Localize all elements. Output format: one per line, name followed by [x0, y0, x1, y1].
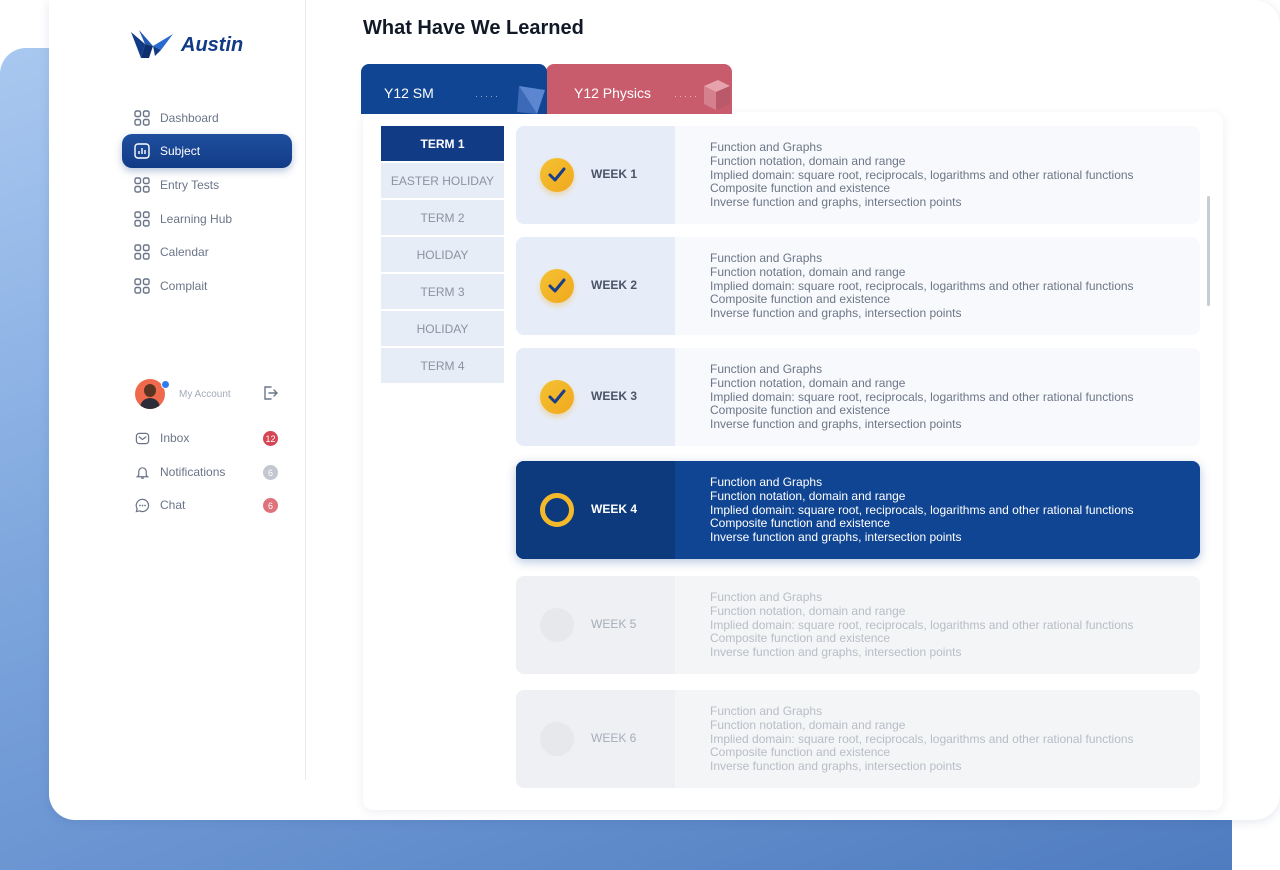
week-label: WEEK 1	[591, 167, 638, 181]
topic-list	[710, 705, 1134, 774]
week-label: WEEK 5	[591, 617, 637, 631]
topic-item: Implied domain: square root, reciprocals, logarithms and other rational functions	[710, 731, 1134, 746]
nav-label: Dashboard	[160, 111, 219, 125]
term-holiday[interactable]: HOLIDAY	[381, 237, 504, 272]
online-status-dot	[161, 380, 170, 389]
week-label: WEEK 4	[591, 502, 638, 516]
chart-bar-icon	[134, 143, 150, 159]
topic-item: Inverse function and graphs, intersection points	[710, 306, 962, 321]
week-card-6[interactable]	[516, 690, 1200, 788]
nav-label: Learning Hub	[160, 212, 233, 226]
topic-item: Implied domain: square root, reciprocals, logarithms and other rational functions	[710, 502, 1134, 517]
topic-item: Implied domain: square root, reciprocals, logarithms and other rational functions	[710, 389, 1134, 404]
week-card-4[interactable]	[516, 461, 1200, 559]
content-panel	[363, 112, 1223, 810]
nav-item-calendar[interactable]	[122, 235, 292, 269]
term-1[interactable]: TERM 1	[381, 126, 504, 161]
mail-icon	[135, 431, 150, 446]
week-card-5[interactable]	[516, 576, 1200, 674]
topic-item: Composite function and existence	[710, 745, 891, 760]
topic-item: Function notation, domain and range	[710, 717, 906, 732]
week-label: WEEK 3	[591, 389, 638, 403]
tab-decoration: ·····	[475, 91, 500, 101]
topic-item: Function notation, domain and range	[710, 488, 906, 503]
grid-icon	[134, 211, 150, 227]
chat-icon	[135, 498, 150, 513]
util-label: Chat	[160, 498, 186, 512]
week-card-1[interactable]	[516, 126, 1200, 224]
nav-item-entry-tests[interactable]	[122, 168, 292, 202]
grid-icon	[134, 110, 150, 126]
page-title: What Have We Learned	[363, 17, 584, 39]
status-completed	[540, 380, 574, 414]
topic-item: Implied domain: square root, reciprocals, logarithms and other rational functions	[710, 617, 1134, 632]
tab-triangle-decoration	[517, 84, 547, 114]
status-in-progress-ring-icon	[540, 493, 574, 527]
topic-item: Function and Graphs	[710, 704, 823, 718]
status-locked	[540, 722, 574, 756]
tab-decoration: ·····	[674, 91, 699, 101]
topic-item: Function and Graphs	[710, 475, 823, 489]
nav-item-subject[interactable]	[122, 134, 292, 168]
bell-icon	[135, 465, 150, 480]
topic-item: Function and Graphs	[710, 140, 823, 154]
logout-icon[interactable]	[262, 385, 278, 401]
grid-icon	[134, 244, 150, 260]
util-label: Notifications	[160, 465, 226, 479]
util-label: Inbox	[160, 431, 190, 445]
topic-item: Inverse function and graphs, intersection points	[710, 195, 962, 210]
topic-item: Inverse function and graphs, intersection points	[710, 645, 962, 660]
topic-list	[710, 252, 1134, 321]
topic-item: Composite function and existence	[710, 631, 891, 646]
tab-label: Y12 Physics	[574, 85, 652, 101]
week-label: WEEK 2	[591, 278, 638, 292]
nav-item-dashboard[interactable]	[122, 101, 292, 135]
topic-list	[710, 591, 1134, 660]
scrollbar[interactable]	[1207, 196, 1210, 306]
bird-logo-icon	[131, 30, 173, 60]
topic-list	[710, 363, 1134, 432]
week-card-2[interactable]	[516, 237, 1200, 335]
topic-item: Composite function and existence	[710, 516, 891, 531]
nav-label: Subject	[160, 144, 201, 158]
topic-list	[710, 141, 1134, 210]
chat-count-badge: 6	[263, 498, 278, 513]
term-4[interactable]: TERM 4	[381, 348, 504, 383]
topic-item: Function notation, domain and range	[710, 375, 906, 390]
topic-item: Composite function and existence	[710, 403, 891, 418]
nav-item-complait[interactable]	[122, 269, 292, 303]
check-icon	[548, 278, 566, 294]
term-holiday[interactable]: HOLIDAY	[381, 311, 504, 346]
topic-item: Implied domain: square root, reciprocals, logarithms and other rational functions	[710, 278, 1134, 293]
topic-item: Composite function and existence	[710, 181, 891, 196]
status-locked	[540, 608, 574, 642]
nav-label: Complait	[160, 279, 208, 293]
tab-label: Y12 SM	[384, 85, 434, 101]
my-account-label: My Account	[179, 388, 231, 400]
brand-name: Austin	[181, 33, 244, 56]
sidebar	[49, 0, 306, 780]
term-easter-holiday[interactable]: EASTER HOLIDAY	[381, 163, 504, 198]
topic-item: Function notation, domain and range	[710, 264, 906, 279]
grid-icon	[134, 177, 150, 193]
nav-item-learning-hub[interactable]	[122, 202, 292, 236]
tab-y12-physics[interactable]	[546, 64, 732, 114]
week-label: WEEK 6	[591, 731, 637, 745]
term-3[interactable]: TERM 3	[381, 274, 504, 309]
app-window	[49, 0, 1280, 820]
topic-item: Implied domain: square root, reciprocals, logarithms and other rational functions	[710, 167, 1134, 182]
topic-item: Inverse function and graphs, intersection points	[710, 417, 962, 432]
grid-icon	[134, 278, 150, 294]
topic-item: Function notation, domain and range	[710, 153, 906, 168]
check-icon	[548, 167, 566, 183]
topic-list	[710, 476, 1134, 545]
nav-label: Entry Tests	[160, 178, 220, 192]
topic-item: Function and Graphs	[710, 251, 823, 265]
term-list	[381, 126, 504, 385]
tab-y12-sm[interactable]	[361, 64, 547, 114]
topic-item: Function and Graphs	[710, 590, 823, 604]
topic-item: Composite function and existence	[710, 292, 891, 307]
notifications-count-badge: 6	[263, 465, 278, 480]
topic-item: Function and Graphs	[710, 362, 823, 376]
topic-item: Inverse function and graphs, intersection points	[710, 530, 962, 545]
topic-item: Inverse function and graphs, intersection points	[710, 759, 962, 774]
term-2[interactable]: TERM 2	[381, 200, 504, 235]
status-completed	[540, 158, 574, 192]
week-card-3[interactable]	[516, 348, 1200, 446]
check-icon	[548, 389, 566, 405]
tab-cube-decoration	[698, 78, 732, 114]
topic-item: Function notation, domain and range	[710, 603, 906, 618]
status-completed	[540, 269, 574, 303]
nav-label: Calendar	[160, 245, 209, 259]
logo[interactable]	[131, 30, 243, 60]
inbox-count-badge: 12	[263, 431, 278, 446]
